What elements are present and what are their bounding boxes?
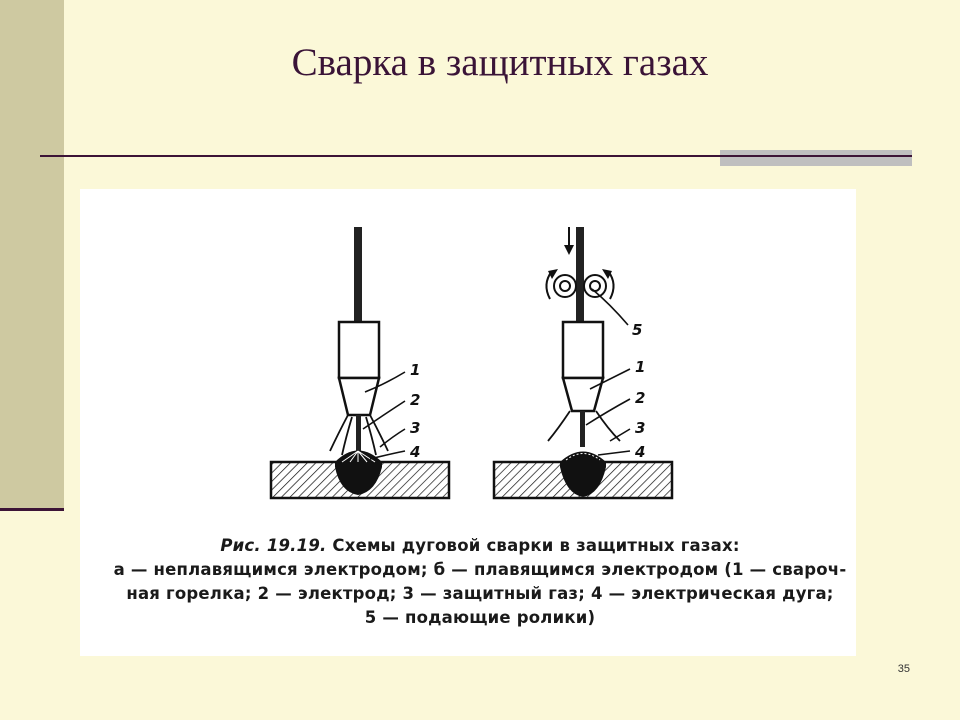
- torch-body-a: [339, 322, 379, 378]
- label-b-1: 1: [635, 358, 646, 376]
- title-divider-accent-line: [720, 155, 912, 157]
- torch-nozzle-b: [563, 378, 603, 411]
- label-b-5: 5: [632, 321, 643, 339]
- torch-nozzle-a: [339, 378, 379, 415]
- label-a-4: 4: [410, 443, 421, 461]
- label-a-3: 3: [410, 419, 421, 437]
- label-b-3: 3: [635, 419, 646, 437]
- caption-line-2: а — неплавящимся электродом; б — плавящимся электродом (1 — свароч-: [113, 560, 847, 579]
- wire-tip-b: [580, 411, 585, 447]
- gas-stream-a-right: [370, 415, 388, 451]
- diagram-b: [494, 227, 672, 498]
- feed-arrow-head: [564, 245, 574, 255]
- leader-a-3: [380, 429, 405, 447]
- label-b-2: 2: [635, 389, 646, 407]
- welding-figure: [80, 189, 856, 656]
- electrode-tip-a: [356, 415, 361, 453]
- electrode-rod-a: [354, 227, 362, 322]
- left-decor-bar: [0, 0, 64, 510]
- diagram-a: [271, 227, 449, 498]
- caption-line-1: [100, 534, 860, 558]
- torch-body-b: [563, 322, 603, 378]
- caption-title: Схемы дуговой сварки в защитных газах:: [326, 536, 740, 555]
- caption-line-3: ная горелка; 2 — электрод; 3 — защитный газ; 4 — электрическая дуга;: [126, 584, 834, 603]
- page-number: 35: [897, 663, 910, 675]
- left-decor-bar-edge: [0, 508, 64, 511]
- slide-title: Сварка в защитных газах: [291, 41, 709, 84]
- wire-rod-b: [576, 227, 584, 322]
- label-a-1: 1: [410, 361, 421, 379]
- leader-b-3: [610, 429, 630, 441]
- leader-b-5: [592, 289, 628, 325]
- label-a-2: 2: [410, 391, 421, 409]
- figure-caption: [100, 534, 860, 630]
- caption-figure-number: Рис. 19.19.: [220, 536, 327, 555]
- gas-stream-b-left: [548, 411, 570, 441]
- leader-b-4: [598, 451, 630, 455]
- label-b-4: 4: [635, 443, 646, 461]
- caption-line-4: 5 — подающие ролики): [364, 608, 596, 627]
- title-divider-accent: [720, 150, 912, 166]
- gas-stream-a-left: [330, 415, 348, 451]
